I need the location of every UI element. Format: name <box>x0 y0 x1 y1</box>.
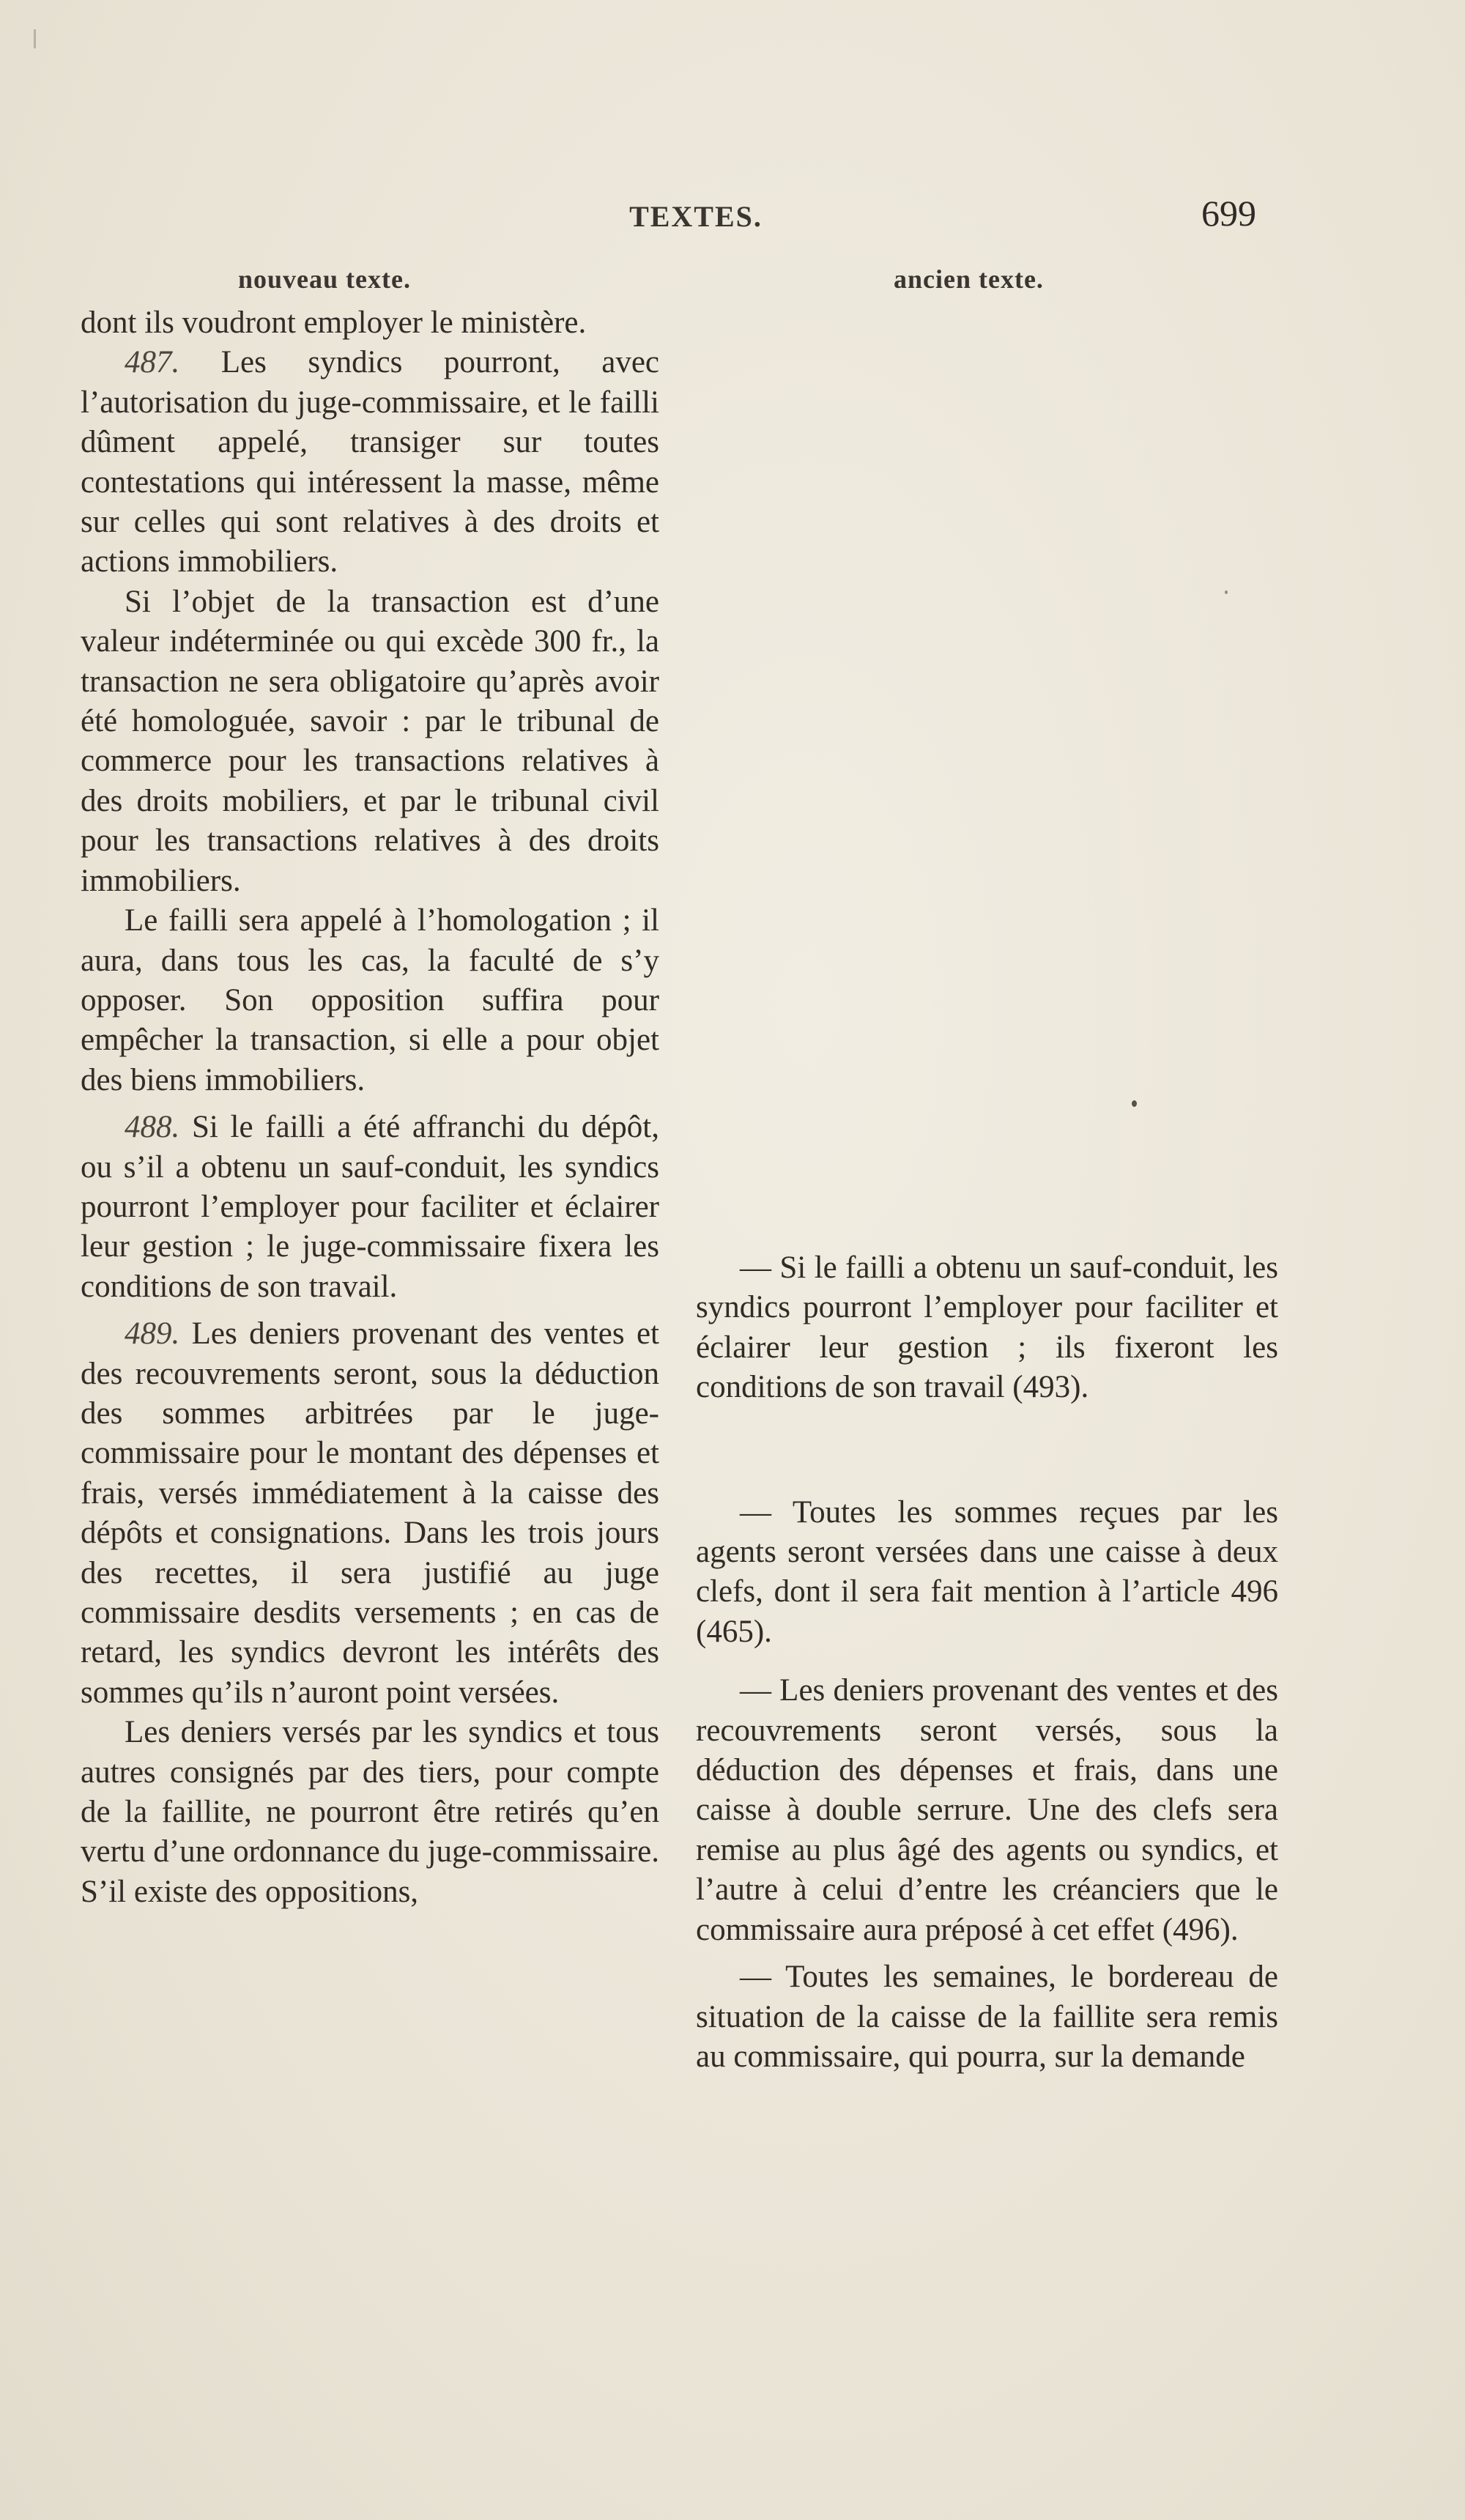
paragraph <box>696 1957 1278 2077</box>
paragraph <box>81 582 659 901</box>
paragraph-text: Si le failli a été affranchi du dépôt, ou s’il a obtenu un sauf-conduit, les syndics pourront l’employer pour faciliter et éclairer leur gestion ; le juge-commissaire fixera les conditions de son travail. <box>81 1110 659 1304</box>
paragraph <box>696 1671 1278 1950</box>
paragraph-text: Les syndics pourront, avec l’autorisation du juge-commissaire, et le failli dûment appelé, transiger sur toutes contestations qui intéressent la masse, même sur celles qui sont relatives à des droits et actions immobiliers. <box>81 345 659 579</box>
page-number: 699 <box>1201 193 1256 234</box>
paragraph <box>696 1493 1278 1653</box>
old-text-column <box>696 1248 1278 2077</box>
new-text-column <box>81 303 659 1912</box>
article-488 <box>81 1108 659 1307</box>
paragraph-text: dont ils voudront employer le ministère. <box>81 305 587 340</box>
running-header-title: TEXTES. <box>629 200 763 233</box>
paragraph-text: Les deniers provenant des ventes et des recouvrements seront, sous la déduction des sommes arbitrées par le juge-commissaire pour le montant des dépenses et frais, versés immédiatement à la caisse des dépôts et consignations. Dans les trois jours des recettes, il sera justifié au juge commissaire desdits versements ; en cas de retard, les syndics devront les intérêts des sommes qu’ils n’auront point versées. <box>81 1316 659 1710</box>
paragraph-text: Le failli sera appelé à l’homologation ; il aura, dans tous les cas, la faculté de s’y opposer. Son opposition suffira pour empêcher la transaction, si elle a pour objet des biens immobiliers. <box>81 903 659 1097</box>
paragraph <box>81 303 659 343</box>
article-number: 488. <box>125 1110 180 1145</box>
article-489 <box>81 1314 659 1713</box>
paragraph <box>696 1248 1278 1408</box>
article-number: 487. <box>125 345 180 380</box>
right-column-heading: ancien texte. <box>894 264 1044 294</box>
paragraph-text: — Toutes les sommes reçues par les agents seront versées dans une caisse à deux clefs, dont il sera fait mention à l’article 496 (465). <box>696 1494 1278 1649</box>
left-column-heading: nouveau texte. <box>238 264 411 294</box>
paragraph-text: Si l’objet de la transaction est d’une valeur indéterminée ou qui excède 300 fr., la transaction ne sera obligatoire qu’après avoir été homologuée, savoir : par le tribunal de commerce pour les transactions relatives à des droits mobiliers, et par le tribunal civil pour les transactions relatives à des droits immobiliers. <box>81 584 659 898</box>
article-487 <box>81 343 659 582</box>
ink-speck <box>1132 1100 1137 1107</box>
paragraph-text: — Les deniers provenant des ventes et des recouvrements seront versés, sous la déduction des dépenses et frais, dans une caisse à double serrure. Une des clefs sera remise au plus âgé des agents ou syndics, et l’autre à celui d’entre les créanciers que le commissaire aura préposé à cet effet (496). <box>696 1673 1278 1947</box>
paragraph <box>81 901 659 1100</box>
paragraph-text: Les deniers versés par les syndics et tous autres consignés par des tiers, pour compte de la faillite, ne pourront être retirés qu’en vertu d’une ordonnance du juge-commissaire. S’il existe des oppositions, <box>81 1715 659 1909</box>
paragraph <box>81 1713 659 1912</box>
ink-speck <box>1225 590 1228 594</box>
paragraph-text: — Si le failli a obtenu un sauf-conduit, les syndics pourront l’employer pour faciliter et éclairer leur gestion ; ils fixeront les conditions de son travail (493). <box>696 1250 1278 1405</box>
article-number: 489. <box>125 1316 180 1352</box>
margin-mark <box>34 29 36 48</box>
paragraph-text: — Toutes les semaines, le bordereau de situation de la caisse de la faillite sera remis au commissaire, qui pourra, sur la demande <box>696 1960 1278 2074</box>
